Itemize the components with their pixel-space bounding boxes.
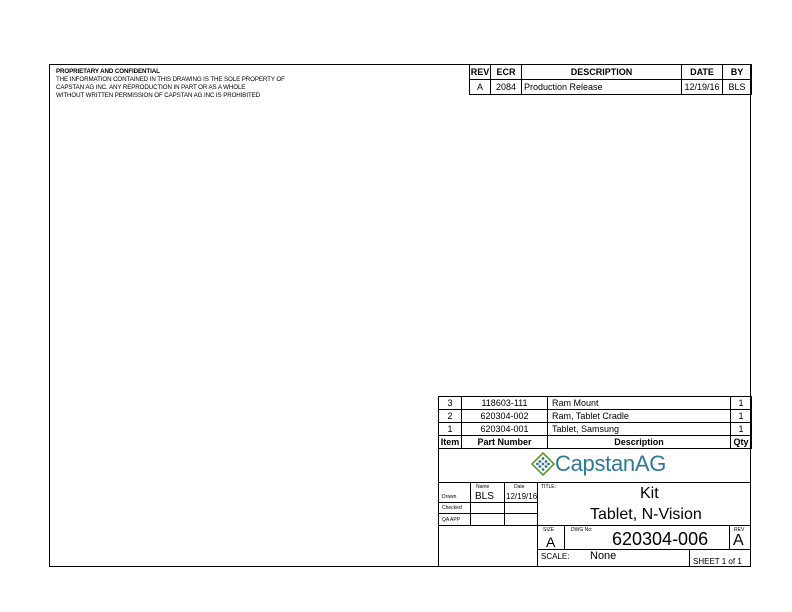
description-cell: Tablet, Samsung [548,423,731,436]
scale-value: None [590,550,617,562]
proprietary-line: THE INFORMATION CONTAINED IN THIS DRAWING IS THE SOLE PROPERTY OF [56,76,285,83]
approval-row-line [438,513,537,514]
ecr-cell: 2084 [491,80,522,95]
part-number-cell: 620304-002 [462,410,548,423]
description-header: DESCRIPTION [522,65,682,80]
diamond-dots-icon [531,452,555,476]
company-logo [531,451,666,477]
title-block-left-border [438,447,439,567]
drawn-label: Drawn [442,494,457,500]
item-cell: 1 [439,423,462,436]
table-row [439,410,752,423]
qa-label: QA APP [442,517,461,523]
ecr-header: ECR [491,65,522,80]
item-cell: 3 [439,397,462,410]
dwg-label: DWG No: [571,527,593,533]
item-header: Item [439,436,462,449]
proprietary-notice [56,68,285,100]
title-label: TITLE: [541,484,557,490]
revision-header-row [470,65,752,80]
description-header: Description [548,436,731,449]
rev-header: REV [470,65,491,80]
approval-col-line [504,482,505,525]
table-row [439,423,752,436]
sheet-divider [689,549,690,567]
date-cell: 12/19/16 [682,80,723,95]
rev-cell: A [470,80,491,95]
part-number-cell: 620304-001 [462,423,548,436]
name-label: Name [476,484,490,490]
description-cell: Production Release [522,80,682,95]
qty-cell: 1 [731,423,752,436]
rev-label: REV [734,527,745,533]
qty-header: Qty [731,436,752,449]
title-line-1: Kit [640,485,659,502]
approval-row-line [438,502,537,503]
proprietary-line: CAPSTAN AG INC. ANY REPRODUCTION IN PART OR AS A WHOLE [56,84,246,91]
qty-cell: 1 [731,410,752,423]
size-divider [564,525,565,549]
bill-of-materials [438,396,752,449]
by-cell: BLS [723,80,752,95]
revision-table [469,64,752,95]
qty-cell: 1 [731,397,752,410]
item-cell: 2 [439,410,462,423]
proprietary-heading: PROPRIETARY AND CONFIDENTIAL [56,68,160,75]
logo-wordmark: CapstanAG [555,451,667,476]
checked-label: Checked [442,505,462,511]
size-label: SIZE [543,527,555,533]
bom-header-row [439,436,752,449]
description-cell: Ram Mount [548,397,731,410]
date-label: Date [514,484,525,490]
approval-bottom-line [438,525,537,526]
drawn-name: BLS [475,491,494,502]
scale-label: SCALE: [541,552,570,561]
approval-col-line [470,482,471,525]
title-line-2: Tablet, N-Vision [590,506,702,523]
sheet-number: SHEET 1 of 1 [693,557,742,566]
logo-bottom-line [438,482,751,483]
proprietary-line: WITHOUT WRITTEN PERMISSION OF CAPSTAN AG INC IS PROHIBITED [56,92,261,99]
rev-value: A [733,532,744,549]
drawn-date: 12/19/16 [506,492,538,501]
size-value: A [546,534,556,550]
part-number-header: Part Number [462,436,548,449]
description-cell: Ram, Tablet Cradle [548,410,731,423]
revision-row [470,80,752,95]
part-number-cell: 118603-111 [462,397,548,410]
table-row [439,397,752,410]
rev-divider [729,525,730,549]
dwg-number: 620304-006 [612,529,709,549]
title-bottom-line [537,525,751,526]
date-header: DATE [682,65,723,80]
by-header: BY [723,65,752,80]
